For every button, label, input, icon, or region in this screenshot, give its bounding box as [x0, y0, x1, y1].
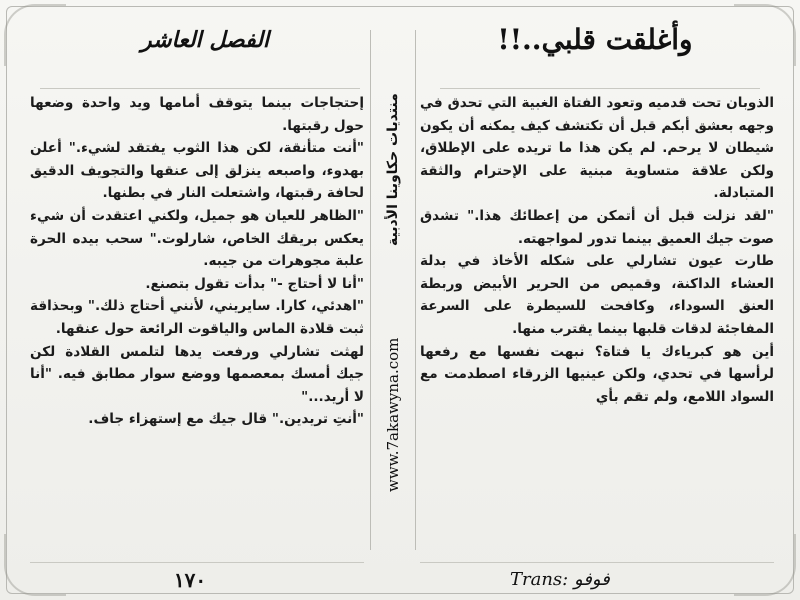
- paragraph: "لقد نزلت قبل أن أتمكن من إعطائك هذا." تشدق صوت جيك العميق بينما تدور لمواجهته.: [420, 207, 774, 247]
- spine-text: [371, 30, 415, 550]
- left-title-divider: [40, 88, 360, 89]
- right-page-text: [420, 92, 774, 552]
- paragraph: "أنتِ تريدين." قال جيك مع إستهزاء جاف.: [88, 411, 364, 428]
- right-page-title: وأغلقت قلبي..!!: [497, 23, 693, 56]
- forum-name: منتديات حكاوينا الأدبية: [385, 93, 401, 247]
- paragraph: الذوبان تحت قدميه وتعود الفتاة الغبية التي تحدق في وجهه بعشق أبكم قبل أن تكتشف كيف يمكنه أن يكون شيطان لا يرحم. لم يكن هذا ما تريده على الإطلاق، ولكن علاقة متساوية مبنية على الإحترام والثقة المتبادلة.: [420, 95, 774, 202]
- right-footer-line: [420, 562, 774, 563]
- left-page-title: الفصل العاشر: [140, 27, 270, 53]
- paragraph: "أنت متأنقة، لكن هذا الثوب يفتقد لشيء." أعلن بهدوء، واصبعه ينزلق إلى عنقها والتجويف الدقيق لحافة رقبتها، واشتعلت النار في بطنها.: [30, 140, 364, 202]
- right-title-divider: [440, 88, 760, 89]
- translator-credit: Trans: فوفو: [510, 569, 610, 590]
- left-page-text: [30, 92, 364, 552]
- paragraph: لهثت تشارلي ورفعت يدها لتلمس القلادة لكن جيك أمسك بمعصمها ووضع سوار مطابق فيه. "أنا لا أريد...": [30, 343, 364, 405]
- forum-url: www.7akawyna.com: [384, 337, 402, 493]
- paragraph: "الظاهر للعيان هو جميل، ولكني اعتقدت أن شيء يعكس بريقك الخاص، شارلوت." سحب بيده الحرة علبة مجوهرات من جيبه.: [30, 207, 364, 270]
- left-footer-line: [30, 562, 364, 563]
- page-number: ١٧٠: [173, 568, 207, 592]
- paragraph: "أنا لا أحتاج -" بدأت تقول بتصنع.: [145, 275, 364, 292]
- paragraph: طارت عيون تشارلي على شكله الأخاذ في بدلة العشاء الداكنة، وقميص من الحرير الأبيض وربطة العنق السوداء، وكافحت للسيطرة على السرعة المفاجئة لدقات قلبها بينما يقترب منها.: [420, 253, 774, 337]
- paragraph: أين هو كبرياءك يا فتاة؟ نبهت نفسها مع رفعها لرأسها في تحدي، ولكن عينيها الزرقاء اصطدمت مع السواد اللامع، ولم تقم بأي: [420, 343, 774, 405]
- spine-band: [370, 30, 416, 550]
- paragraph: "اهدئي، كارا. سايريني، لأنني أحتاج ذلك." وبحذاقة ثبت قلادة الماس والياقوت الرائعة حول عنقها.: [30, 298, 364, 337]
- corner-ornament-icon: [4, 4, 66, 66]
- paragraph: إحتجاجات بينما يتوقف أمامها ويد واحدة وضعها حول رقبتها.: [30, 95, 364, 134]
